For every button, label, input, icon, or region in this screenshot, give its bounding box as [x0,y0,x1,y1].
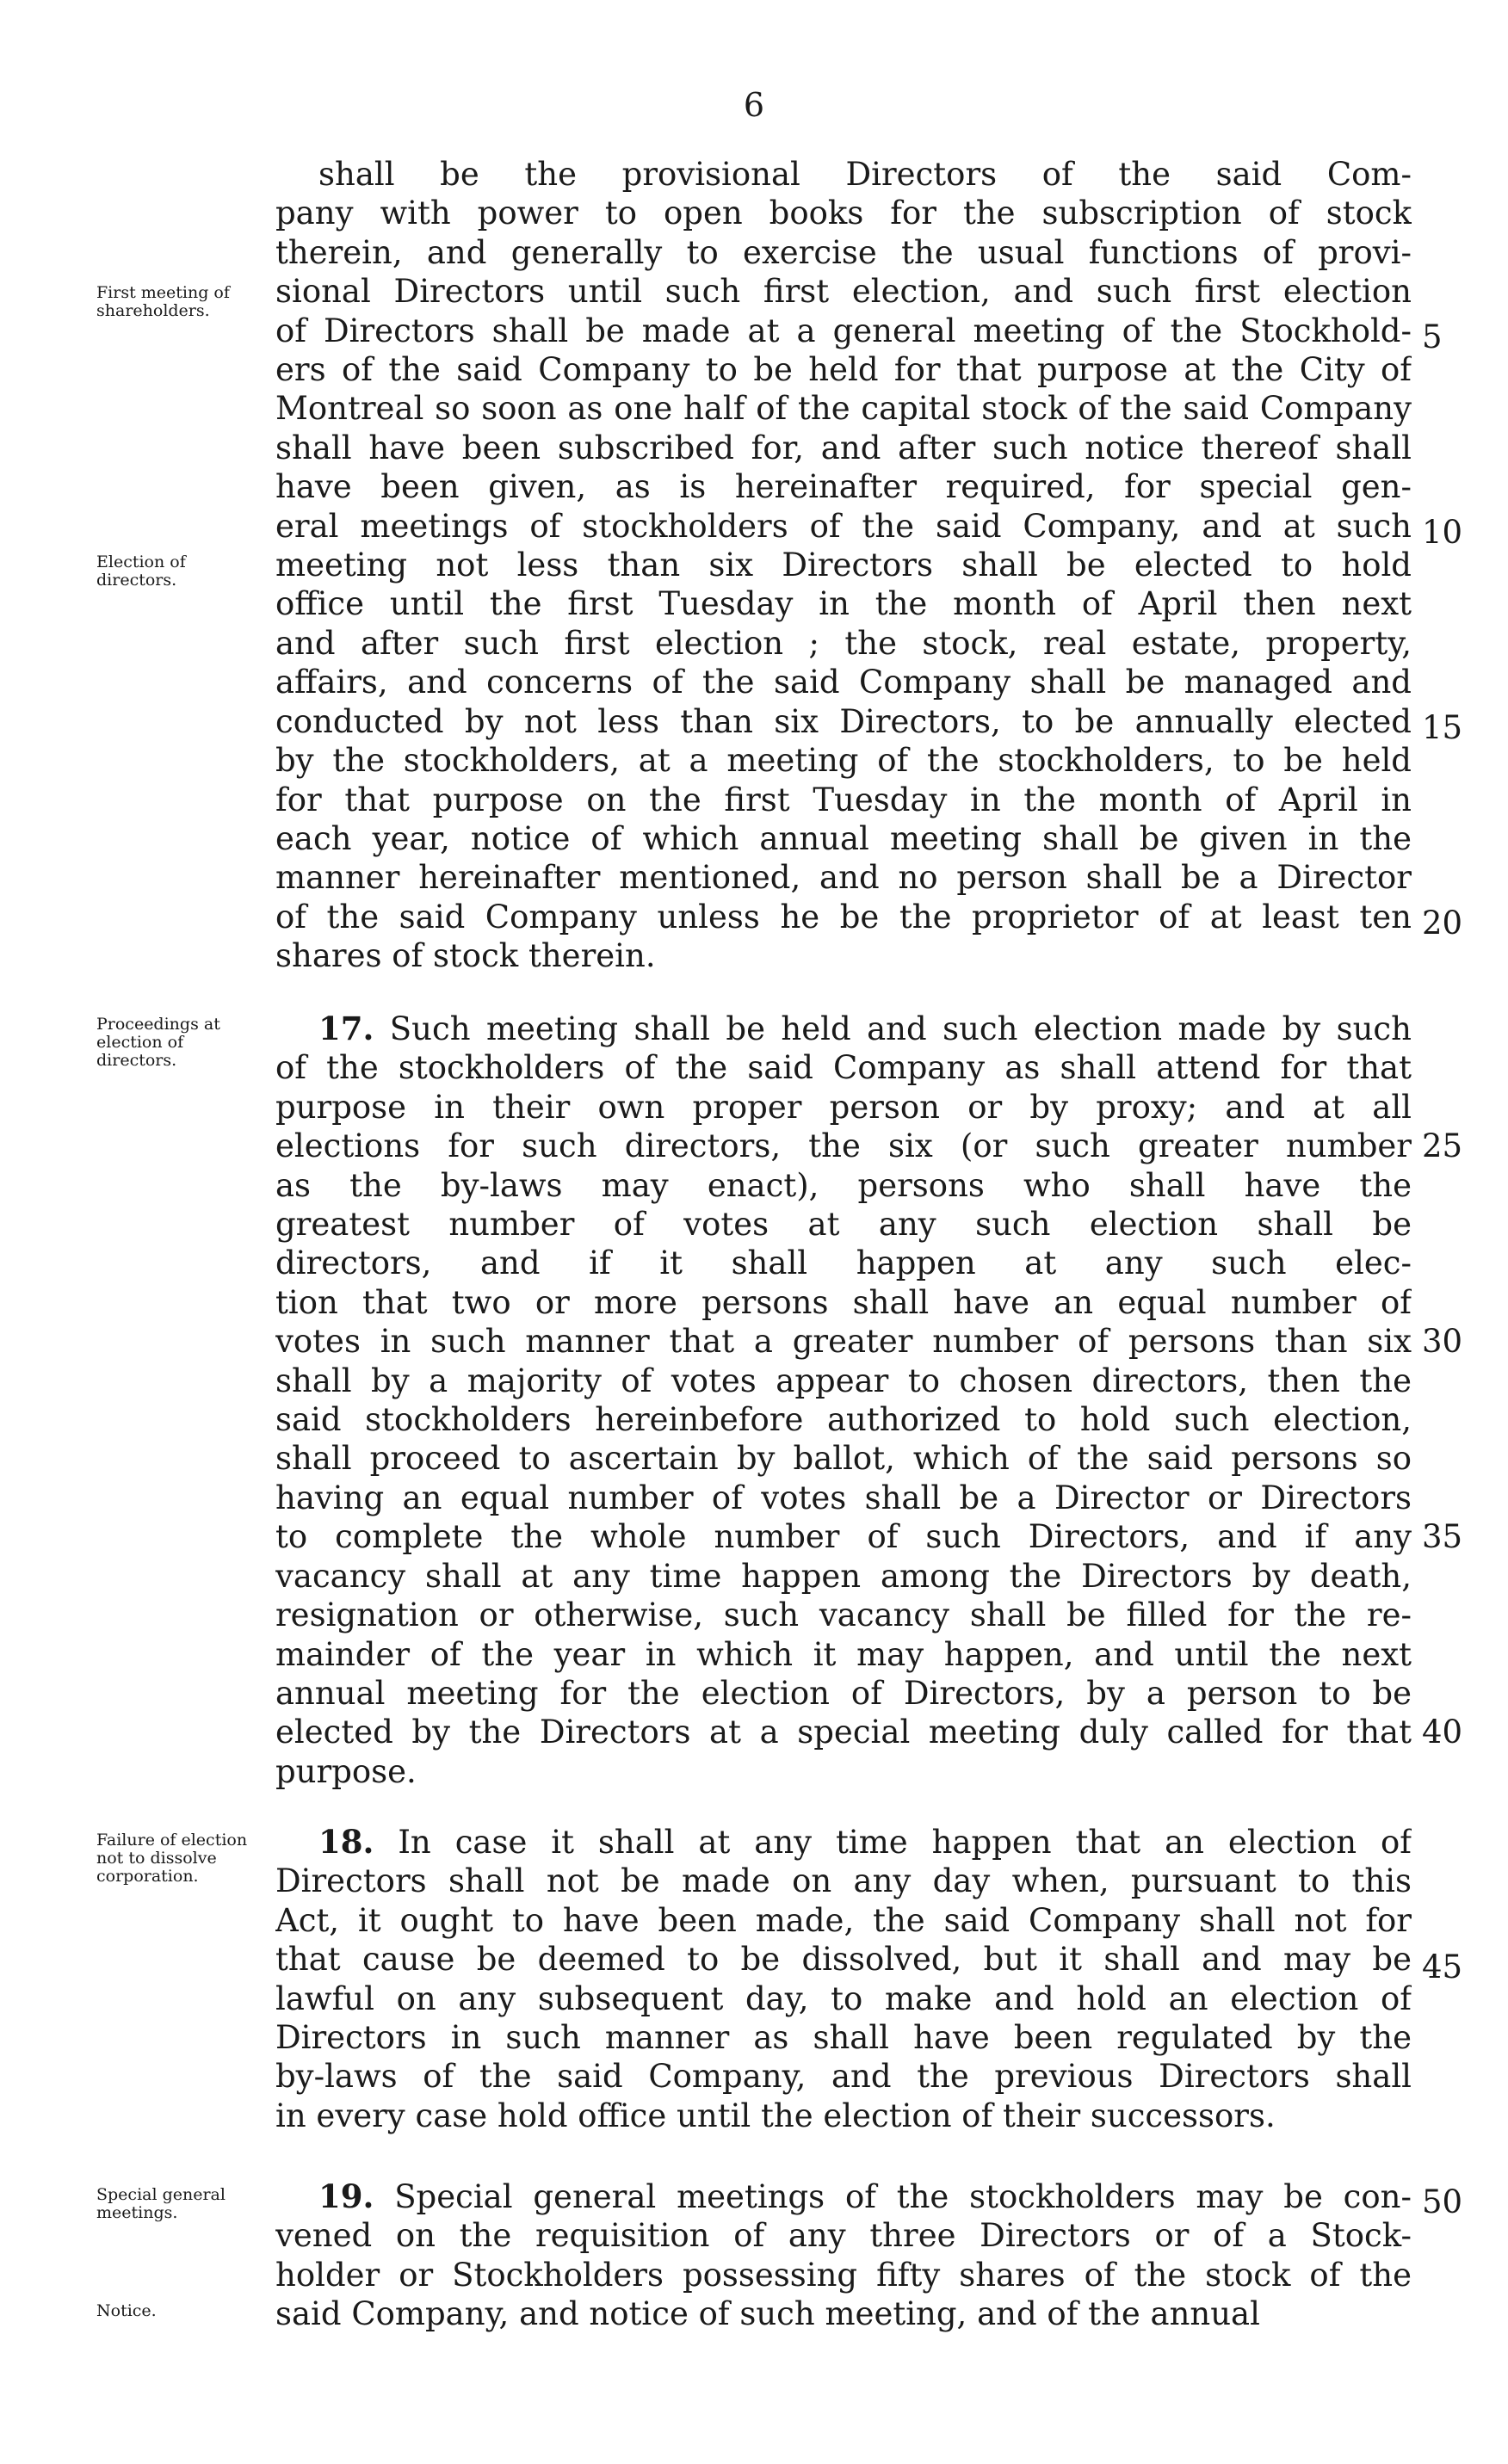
text-line [275,781,1412,819]
text-line [275,1713,1412,1751]
text-line [275,936,1412,975]
text-line [275,1166,1412,1205]
text-line [275,467,1412,506]
line-number: 35 [1422,1518,1463,1555]
text-line [275,2057,1412,2096]
text-line-content: for that purpose on the first Tuesday in the month of April in [275,781,1412,818]
text-line-content: greatest number of votes at any such election shall be [275,1206,1412,1244]
margin-note-failure-of-election: Failure of election not to dissolve corporation. [96,1831,248,1886]
text-line [275,389,1412,428]
text-line [275,546,1412,584]
line-number: 45 [1422,1948,1463,1985]
paragraph-section-19 [275,2177,1412,2334]
text-line-content: having an equal number of votes shall be a Director or Directors [275,1479,1412,1516]
text-line-content: meeting not less than six Directors shall be elected to hold [275,547,1412,584]
text-line-content: votes in such manner that a greater number of persons than six [275,1323,1412,1361]
line-number: 10 [1422,514,1463,551]
text-line-content: pany with power to open books for the subscription of stock [275,195,1412,232]
text-line-content: shall proceed to ascertain by ballot, which of the said persons so [275,1440,1412,1478]
text-line-content: resignation or otherwise, such vacancy shall be filled for the re- [275,1596,1412,1634]
section-number: 18. [318,1823,374,1861]
line-number: 5 [1422,318,1443,355]
margin-note-election-of-directors: Election of directors. [96,553,186,590]
paragraph-section-17 [275,1010,1412,1791]
text-line [275,1205,1412,1244]
text-line [275,819,1412,858]
text-line [275,1823,1412,1862]
text-line [275,1244,1412,1282]
text-line-content: by-laws of the said Company, and the previous Directors shall [275,2058,1412,2096]
text-line [275,2216,1412,2255]
text-line-content: shares of stock therein. [275,937,656,975]
text-line-content: annual meeting for the election of Directors, by a person to be [275,1674,1412,1712]
text-line [275,1596,1412,1634]
text-line-content: purpose. [275,1752,417,1790]
text-line [275,858,1412,897]
text-line-content: each year, notice of which annual meeting shall be given in the [275,819,1412,857]
text-line [275,1088,1412,1127]
text-line-content: therein, and generally to exercise the usual functions of provi- [275,233,1412,271]
text-line [275,2097,1412,2135]
text-line [275,1940,1412,1979]
text-line [275,194,1412,232]
text-line [275,155,1412,194]
text-line [275,1322,1412,1361]
text-line-content: Act, it ought to have been made, the said Company shall not for [275,1901,1412,1939]
text-line [275,1862,1412,1900]
text-line [275,1517,1412,1556]
paragraph [275,155,1412,976]
text-line-content: directors, and if it shall happen at any such elec- [275,1244,1412,1282]
text-line-content: purpose in their own proper person or by proxy; and at all [275,1088,1412,1126]
line-number: 50 [1422,2183,1463,2220]
text-line [275,1635,1412,1674]
text-line-content: elections for such directors, the six (or such greater number [275,1127,1412,1165]
text-line-content: that cause be deemed to be dissolved, but it shall and may be [275,1941,1412,1979]
text-line [275,1674,1412,1713]
line-number: 15 [1422,709,1463,746]
text-line [275,741,1412,780]
text-line [275,1901,1412,1940]
text-line-content: vacancy shall at any time happen among the Directors by death, [275,1557,1412,1595]
text-line-content: In case it shall at any time happen that an election of [398,1824,1412,1861]
text-line-content: in every case hold office until the election of their successors. [275,2097,1276,2134]
text-line [275,898,1412,936]
line-number: 25 [1422,1127,1463,1164]
text-line-content: by the stockholders, at a meeting of the stockholders, to be held [275,742,1412,780]
text-line-content: holder or Stockholders possessing fifty shares of the stock of the [275,2256,1412,2294]
text-line-content: manner hereinafter mentioned, and no person shall be a Director [275,859,1412,897]
text-line-content: as the by-laws may enact), persons who shall have the [275,1166,1412,1204]
text-line [275,702,1412,741]
text-line-content: said Company, and notice of such meeting, and of the annual [275,2295,1260,2333]
text-line-content: Special general meetings of the stockholders may be con- [394,2178,1412,2215]
text-line [275,312,1412,350]
text-line [275,1752,1412,1791]
text-line [275,584,1412,623]
text-line [275,1979,1412,2018]
text-line-content: mainder of the year in which it may happen, and until the next [275,1635,1412,1673]
text-line [275,507,1412,546]
text-line-content: to complete the whole number of such Directors, and if any [275,1518,1412,1556]
text-line-content: of the stockholders of the said Company as shall attend for that [275,1049,1412,1087]
line-number: 20 [1422,905,1463,942]
text-line-content: and after such first election ; the stock, real estate, property, [275,624,1412,662]
text-line-content: sional Directors until such first election, and such first election [275,273,1412,311]
text-line-content: eral meetings of stockholders of the said Company, and at such [275,507,1412,545]
text-line-content: shall be the provisional Directors of the said Com- [318,156,1412,193]
page-number: 6 [743,86,765,124]
text-line [275,233,1412,272]
margin-note-special-general-meetings: Special general meetings. [96,2185,226,2222]
text-line [275,1010,1412,1048]
text-line-content: tion that two or more persons shall have an equal number of [275,1283,1412,1321]
text-line-content: affairs, and concerns of the said Company shall be managed and [275,664,1412,701]
line-number: 30 [1422,1323,1463,1360]
text-line [275,2018,1412,2057]
text-line [275,2294,1412,2333]
text-line-content: vened on the requisition of any three Directors or of a Stock- [275,2217,1412,2255]
text-line [275,1400,1412,1439]
text-line [275,272,1412,311]
text-line [275,1439,1412,1478]
margin-note-proceedings-at-election: Proceedings at election of directors. [96,1015,220,1070]
text-line-content: elected by the Directors at a special meeting duly called for that [275,1714,1412,1751]
text-line [275,1362,1412,1400]
section-number: 17. [318,1010,374,1047]
text-line [275,1283,1412,1322]
text-line-content: office until the first Tuesday in the month of April then next [275,585,1412,623]
text-line-content: Directors in such manner as shall have been regulated by the [275,2019,1412,2057]
text-line-content: of Directors shall be made at a general meeting of the Stockhold- [275,312,1412,349]
text-line-content: Directors shall not be made on any day when, pursuant to this [275,1862,1412,1900]
paragraph-section-18 [275,1823,1412,2135]
text-line [275,1127,1412,1165]
margin-note-notice: Notice. [96,2301,157,2320]
text-line [275,1048,1412,1087]
text-line-content: shall by a majority of votes appear to chosen directors, then the [275,1362,1412,1399]
text-line-content: conducted by not less than six Directors, to be annually elected [275,702,1412,740]
text-line [275,663,1412,701]
text-line-content: of the said Company unless he be the proprietor of at least ten [275,898,1412,936]
text-line-content: Such meeting shall be held and such election made by such [389,1010,1412,1047]
section-number: 19. [318,2177,374,2215]
text-line [275,624,1412,663]
margin-note-first-meeting: First meeting of shareholders. [96,283,230,320]
text-line [275,2177,1412,2216]
text-line [275,429,1412,467]
text-line-content: said stockholders hereinbefore authorized to hold such election, [275,1401,1412,1439]
text-line-content: ers of the said Company to be held for that purpose at the City of [275,351,1412,389]
text-line [275,1557,1412,1596]
text-line-content: lawful on any subsequent day, to make and hold an election of [275,1979,1412,2017]
text-line-content: Montreal so soon as one half of the capital stock of the said Company [275,390,1412,428]
line-number: 40 [1422,1714,1463,1751]
text-line [275,2256,1412,2294]
text-line [275,1479,1412,1517]
text-line-content: have been given, as is hereinafter required, for special gen- [275,468,1412,506]
text-line-content: shall have been subscribed for, and after such notice thereof shall [275,429,1412,466]
text-line [275,350,1412,389]
